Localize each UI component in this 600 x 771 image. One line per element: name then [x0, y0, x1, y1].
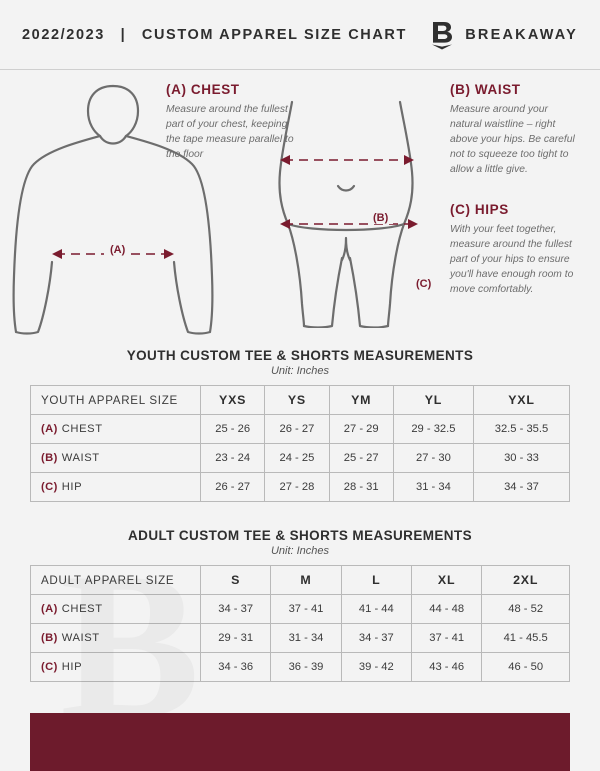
breakaway-b-logo-icon [429, 20, 455, 50]
adult-cell-1-4: 41 - 45.5 [482, 624, 570, 653]
adult-cell-2-1: 36 - 39 [271, 653, 341, 682]
adult-size-table [30, 565, 570, 682]
figure-label-waist: (B) [368, 212, 393, 224]
adult-section-title: ADULT CUSTOM TEE & SHORTS MEASUREMENTS [128, 528, 472, 543]
adult-cell-0-4: 48 - 52 [482, 595, 570, 624]
adult-cell-1-3: 37 - 41 [411, 624, 481, 653]
adult-cell-0-0: 34 - 37 [201, 595, 271, 624]
table-row [31, 415, 570, 444]
youth-size-col-3: YL [393, 386, 473, 415]
adult-row-header: ADULT APPAREL SIZE [31, 566, 201, 595]
adult-section [30, 528, 570, 682]
youth-size-col-2: YM [329, 386, 393, 415]
brand-name: BREAKAWAY [465, 26, 578, 43]
callout-waist-title: (B) WAIST [450, 82, 521, 97]
adult-cell-2-3: 43 - 46 [411, 653, 481, 682]
adult-cell-2-0: 34 - 36 [201, 653, 271, 682]
adult-row-tag-1: (B) [41, 632, 58, 644]
youth-row-header: YOUTH APPAREL SIZE [31, 386, 201, 415]
adult-row-name-1: WAIST [61, 632, 100, 644]
table-row [31, 653, 570, 682]
youth-size-col-0: YXS [201, 386, 265, 415]
callout-chest-title: (A) CHEST [166, 82, 240, 97]
adult-row-label-0 [31, 595, 201, 624]
adult-section-unit: Unit: Inches [270, 545, 330, 557]
youth-cell-2-1: 27 - 28 [265, 473, 329, 502]
youth-section-unit: Unit: Inches [270, 365, 330, 377]
youth-cell-0-3: 29 - 32.5 [393, 415, 473, 444]
youth-cell-2-2: 28 - 31 [329, 473, 393, 502]
adult-row-label-1 [31, 624, 201, 653]
youth-cell-0-1: 26 - 27 [265, 415, 329, 444]
adult-size-col-1: M [271, 566, 341, 595]
youth-cell-2-4: 34 - 37 [473, 473, 569, 502]
table-header-row [31, 386, 570, 415]
header-separator: | [120, 26, 127, 43]
adult-row-name-0: CHEST [61, 603, 103, 615]
table-row [31, 473, 570, 502]
adult-cell-1-2: 34 - 37 [341, 624, 411, 653]
youth-section-title: YOUTH CUSTOM TEE & SHORTS MEASUREMENTS [126, 348, 474, 363]
adult-cell-0-2: 41 - 44 [341, 595, 411, 624]
page-title [22, 27, 407, 43]
figure-label-hip: (C) [411, 278, 436, 290]
illustration-area [0, 70, 600, 348]
adult-cell-0-3: 44 - 48 [411, 595, 481, 624]
youth-cell-0-0: 25 - 26 [201, 415, 265, 444]
youth-row-label-1 [31, 444, 201, 473]
callout-hips-title: (C) HIPS [450, 202, 509, 217]
youth-cell-1-2: 25 - 27 [329, 444, 393, 473]
callout-waist [450, 82, 582, 178]
youth-size-table [30, 385, 570, 502]
callout-chest-text: Measure around the fullest part of your chest, keeping the tape measure parallel to the floor [166, 104, 294, 160]
adult-size-col-0: S [201, 566, 271, 595]
youth-row-name-2: HIP [61, 481, 83, 493]
adult-cell-2-4: 46 - 50 [482, 653, 570, 682]
table-row [31, 624, 570, 653]
callout-waist-text: Measure around your natural waistline – right above your hips. Be careful not to squeeze too tight to allow a little give. [450, 104, 575, 175]
adult-size-col-2: L [341, 566, 411, 595]
adult-row-name-2: HIP [61, 661, 83, 673]
youth-cell-0-2: 27 - 29 [329, 415, 393, 444]
header-title-text: CUSTOM APPAREL SIZE CHART [141, 26, 407, 43]
adult-row-tag-2: (C) [41, 661, 58, 673]
youth-cell-1-4: 30 - 33 [473, 444, 569, 473]
youth-row-tag-0: (A) [41, 423, 58, 435]
brand-lockup [429, 20, 578, 50]
youth-cell-2-0: 26 - 27 [201, 473, 265, 502]
adult-cell-1-1: 31 - 34 [271, 624, 341, 653]
youth-size-col-1: YS [265, 386, 329, 415]
callout-hips-text: With your feet together, measure around the fullest part of your hips to ensure you'll have enough room to move comfortably. [450, 224, 574, 295]
youth-row-tag-1: (B) [41, 452, 58, 464]
youth-cell-0-4: 32.5 - 35.5 [473, 415, 569, 444]
page-header [0, 0, 600, 70]
youth-row-name-1: WAIST [61, 452, 100, 464]
adult-size-col-4: 2XL [482, 566, 570, 595]
callout-hips [450, 202, 582, 298]
callout-chest [166, 82, 294, 163]
youth-row-tag-2: (C) [41, 481, 58, 493]
table-header-row [31, 566, 570, 595]
footer-bar [30, 713, 570, 771]
adult-row-tag-0: (A) [41, 603, 58, 615]
youth-size-col-4: YXL [473, 386, 569, 415]
adult-cell-0-1: 37 - 41 [271, 595, 341, 624]
youth-row-name-0: CHEST [61, 423, 103, 435]
youth-cell-1-0: 23 - 24 [201, 444, 265, 473]
youth-section [30, 348, 570, 502]
table-row [31, 595, 570, 624]
adult-size-col-3: XL [411, 566, 481, 595]
header-year: 2022/2023 [22, 26, 105, 43]
youth-cell-1-1: 24 - 25 [265, 444, 329, 473]
youth-row-label-0 [31, 415, 201, 444]
table-row [31, 444, 570, 473]
youth-cell-1-3: 27 - 30 [393, 444, 473, 473]
adult-row-label-2 [31, 653, 201, 682]
figure-label-chest: (A) [104, 244, 131, 256]
youth-cell-2-3: 31 - 34 [393, 473, 473, 502]
youth-row-label-2 [31, 473, 201, 502]
adult-cell-2-2: 39 - 42 [341, 653, 411, 682]
adult-cell-1-0: 29 - 31 [201, 624, 271, 653]
section-spacer [0, 502, 600, 528]
